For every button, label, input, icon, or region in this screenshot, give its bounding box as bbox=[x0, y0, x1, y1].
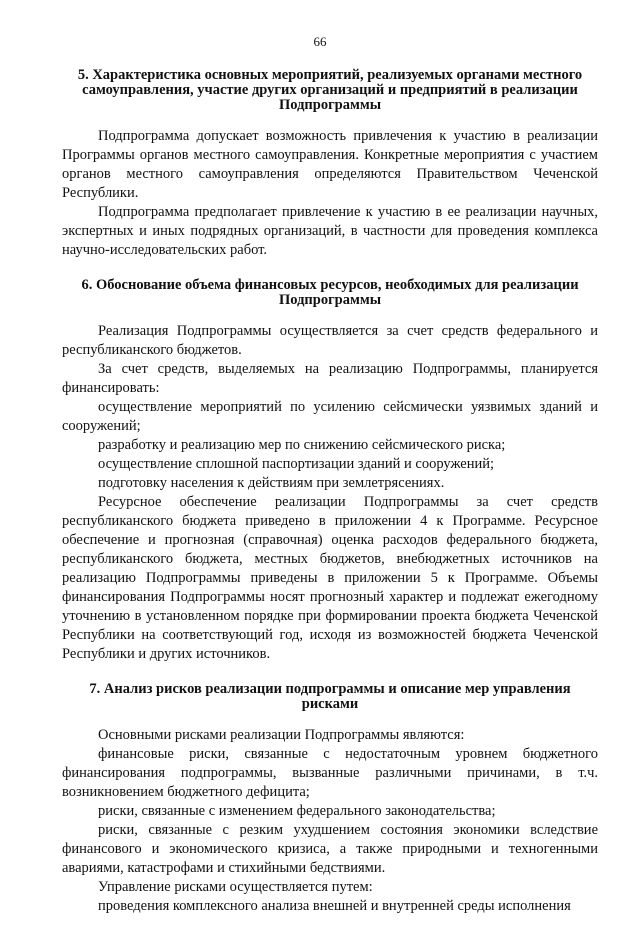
paragraph: Подпрограмма допускает возможность привлечения к участию в реализации Программы органов местного самоуправления. Конкретные мероприятия с участием органов местного самоуправления определяются Правительством Чеченской Республики. bbox=[62, 128, 598, 201]
list-item: осуществление мероприятий по усилению сейсмически уязвимых зданий и сооружений; bbox=[62, 399, 598, 434]
list-item: подготовку населения к действиям при землетрясениях. bbox=[98, 475, 445, 491]
list-item: финансовые риски, связанные с недостаточным уровнем бюджетного финансирования подпрограммы, вызванные различными причинами, в т.ч. возникновением бюджетного дефицита; bbox=[62, 746, 598, 800]
paragraph: За счет средств, выделяемых на реализацию Подпрограммы, планируется финансировать: bbox=[62, 361, 598, 396]
list-item: осуществление сплошной паспортизации зданий и сооружений; bbox=[98, 456, 495, 472]
paragraph: Реализация Подпрограммы осуществляется за счет средств федерального и республиканского бюджетов. bbox=[62, 323, 598, 358]
paragraph: Ресурсное обеспечение реализации Подпрограммы за счет средств республиканского бюджета приведено в приложении 4 к Программе. Ресурсное обеспечение и прогнозная (справочная) оценка расходов федерального бюджета, республиканского бюджета, местных бюджетов, внебюджетных источников на реализацию Подпрограммы приведены в приложении 5 к Программе. Объемы финансирования Подпрограммы носят прогнозный характер и подлежат ежегодному уточнению в установленном порядке при формировании проекта бюджета Чеченской Республики на соответствующий год, исходя из возможностей бюджета Чеченской Республики и других источников. bbox=[62, 494, 598, 662]
paragraph: Основными рисками реализации Подпрограммы являются: bbox=[98, 727, 465, 743]
page-number: 66 bbox=[313, 34, 327, 49]
paragraph: Управление рисками осуществляется путем: bbox=[98, 879, 373, 895]
paragraph: Подпрограмма предполагает привлечение к участию в ее реализации научных, экспертных и иных подрядных организаций, в частности для проведения комплекса научно-исследовательских работ. bbox=[62, 204, 598, 258]
section-6 bbox=[62, 278, 598, 664]
list-item: разработку и реализацию мер по снижению сейсмического риска; bbox=[98, 437, 506, 453]
list-item: риски, связанные с резким ухудшением состояния экономики вследствие финансового и экономического кризиса, а также природными и техногенными авариями, катастрофами и стихийными бедствиями. bbox=[62, 822, 598, 876]
section-heading: 5. Характеристика основных мероприятий, реализуемых органами местного самоуправления, участие других организаций и предприятий в реализации Подпрограммы bbox=[77, 67, 583, 113]
list-item: риски, связанные с изменением федерального законодательства; bbox=[98, 803, 496, 819]
section-heading: 6. Обоснование объема финансовых ресурсов, необходимых для реализации Подпрограммы bbox=[81, 277, 579, 308]
section-7 bbox=[62, 682, 598, 916]
section-5 bbox=[62, 68, 598, 260]
paragraph: проведения комплексного анализа внешней и внутренней среды исполнения bbox=[98, 898, 571, 914]
section-heading: 7. Анализ рисков реализации подпрограммы и описание мер управления рисками bbox=[89, 681, 571, 712]
page-content bbox=[62, 68, 598, 934]
